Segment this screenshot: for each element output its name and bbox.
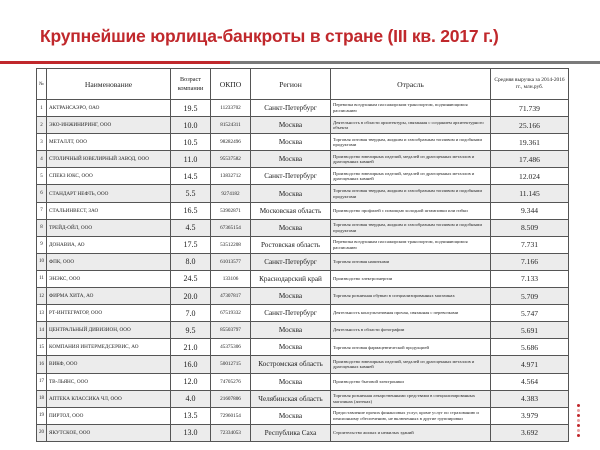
company-name-cell: ЯКУТСКОЕ, ООО (47, 424, 171, 441)
table-row (37, 134, 569, 151)
region-cell: Челябинская область (251, 390, 331, 407)
okpo-code-cell: 74705276 (211, 373, 251, 390)
table-header-row (37, 69, 569, 100)
okpo-code-cell: 85503797 (211, 322, 251, 339)
company-name-cell: АКТРАНСАЭРО, ОАО (47, 100, 171, 117)
okpo-code-cell: 72960154 (211, 407, 251, 424)
decorative-dots (573, 404, 583, 439)
avg-revenue-cell: 11.145 (491, 185, 569, 202)
header-name: Наименование (47, 69, 171, 100)
region-cell: Москва (251, 407, 331, 424)
company-name-cell: ТВ-ЛЬЯНС, ООО (47, 373, 171, 390)
company-name-cell: АПТЕКА КЛАССИКА ЧЛ, ООО (47, 390, 171, 407)
table-row (37, 202, 569, 219)
okpo-code-cell: 67365154 (211, 219, 251, 236)
dot-icon (577, 414, 580, 417)
okpo-code-cell: 61013577 (211, 253, 251, 270)
avg-revenue-cell: 8.509 (491, 219, 569, 236)
okpo-code-cell: 53902871 (211, 202, 251, 219)
table-row (37, 424, 569, 441)
dot-icon (577, 429, 580, 432)
header-industry: Отрасль (331, 69, 491, 100)
industry-cell: Строительство жилых и нежилых зданий (331, 424, 491, 441)
company-age-cell: 7.0 (171, 305, 211, 322)
company-age-cell: 14.5 (171, 168, 211, 185)
industry-cell: Производство электроэнергии (331, 270, 491, 287)
okpo-code-cell: 67519332 (211, 305, 251, 322)
region-cell: Санкт-Петербург (251, 100, 331, 117)
okpo-code-cell: 72334053 (211, 424, 251, 441)
company-age-cell: 17.5 (171, 236, 211, 253)
region-cell: Москва (251, 117, 331, 134)
avg-revenue-cell: 5.709 (491, 288, 569, 305)
region-cell: Москва (251, 219, 331, 236)
company-age-cell: 4.0 (171, 390, 211, 407)
okpo-code-cell: 50012715 (211, 356, 251, 373)
company-age-cell: 13.0 (171, 424, 211, 441)
page-title: Крупнейшие юрлица-банкроты в стране (III кв. 2017 г.) (40, 26, 499, 46)
avg-revenue-cell: 3.692 (491, 424, 569, 441)
table-row (37, 151, 569, 168)
table-body (37, 100, 569, 442)
row-num-cell: 16 (37, 356, 47, 373)
company-name-cell: ДОНАВИА, АО (47, 236, 171, 253)
row-num-cell: 11 (37, 270, 47, 287)
company-age-cell: 24.5 (171, 270, 211, 287)
industry-cell: Перевозка воздушным пассажирским транспортом, подчиняющимся расписанию (331, 100, 491, 117)
avg-revenue-cell: 5.686 (491, 339, 569, 356)
region-cell: Санкт-Петербург (251, 253, 331, 270)
industry-cell: Торговля оптовая твердым, жидким и газообразным топливом и подобными продуктами (331, 219, 491, 236)
company-name-cell: СТАЛЬИНВЕСТ, ЗАО (47, 202, 171, 219)
table-row (37, 219, 569, 236)
company-age-cell: 16.5 (171, 202, 211, 219)
industry-cell: Производство ювелирных изделий, медалей из драгоценных металлов и драгоценных камней (331, 356, 491, 373)
industry-cell: Торговля розничная обувью в специализированных магазинах (331, 288, 491, 305)
table-row (37, 168, 569, 185)
okpo-code-cell: 13832712 (211, 168, 251, 185)
table-row (37, 322, 569, 339)
okpo-code-cell: 133106 (211, 270, 251, 287)
region-cell: Краснодарский край (251, 270, 331, 287)
region-cell: Костромская область (251, 356, 331, 373)
region-cell: Москва (251, 185, 331, 202)
avg-revenue-cell: 5.691 (491, 322, 569, 339)
company-name-cell: ЦЕНТРАЛЬНЫЙ ДИВИЗИОН, ООО (47, 322, 171, 339)
industry-cell: Торговля оптовая напитками (331, 253, 491, 270)
region-cell: Санкт-Петербург (251, 305, 331, 322)
region-cell: Москва (251, 322, 331, 339)
industry-cell: Деятельность в области архитектуры, связанная с созданием архитектурного объекта (331, 117, 491, 134)
region-cell: Ростовская область (251, 236, 331, 253)
region-cell: Москва (251, 151, 331, 168)
table-row (37, 100, 569, 117)
dot-icon (577, 434, 580, 437)
company-age-cell: 10.5 (171, 134, 211, 151)
avg-revenue-cell: 5.747 (491, 305, 569, 322)
industry-cell: Торговля оптовая твердым, жидким и газообразным топливом и подобными продуктами (331, 134, 491, 151)
company-name-cell: ПИРТОЛ, ООО (47, 407, 171, 424)
company-name-cell: КОМПАНИЯ ИНТЕРМЕДСЕРВИС, АО (47, 339, 171, 356)
avg-revenue-cell: 7.133 (491, 270, 569, 287)
company-age-cell: 10.0 (171, 117, 211, 134)
row-num-cell: 19 (37, 407, 47, 424)
company-age-cell: 11.0 (171, 151, 211, 168)
industry-cell: Перевозка воздушным пассажирским транспортом, подчиняющимся расписанию (331, 236, 491, 253)
avg-revenue-cell: 71.739 (491, 100, 569, 117)
region-cell: Московская область (251, 202, 331, 219)
avg-revenue-cell: 9.344 (491, 202, 569, 219)
company-name-cell: РТ-ИНТЕГРАТОР, ООО (47, 305, 171, 322)
avg-revenue-cell: 4.971 (491, 356, 569, 373)
company-name-cell: ТРЕЙД-ОЙЛ, ООО (47, 219, 171, 236)
avg-revenue-cell: 7.731 (491, 236, 569, 253)
row-num-cell: 9 (37, 236, 47, 253)
underline-red (0, 61, 230, 64)
company-name-cell: СТАНДАРТ НЕФТЬ, ООО (47, 185, 171, 202)
okpo-code-cell: 53512208 (211, 236, 251, 253)
avg-revenue-cell: 4.383 (491, 390, 569, 407)
region-cell: Москва (251, 134, 331, 151)
row-num-cell: 6 (37, 185, 47, 202)
okpo-code-cell: 45375306 (211, 339, 251, 356)
industry-cell: Торговля оптовая фармацевтической продукцией (331, 339, 491, 356)
row-num-cell: 18 (37, 390, 47, 407)
row-num-cell: 4 (37, 151, 47, 168)
header-revenue: Средняя выручка за 2014-2016 гг., млн.руб. (491, 69, 569, 100)
industry-cell: Торговля розничная лекарственными средствами в специализированных магазинах (аптеках) (331, 390, 491, 407)
company-age-cell: 21.0 (171, 339, 211, 356)
region-cell: Санкт-Петербург (251, 168, 331, 185)
okpo-code-cell: 98282496 (211, 134, 251, 151)
company-name-cell: ВИКФ, ООО (47, 356, 171, 373)
company-name-cell: СТОЛИЧНЫЙ ЮВЕЛИРНЫЙ ЗАВОД, ООО (47, 151, 171, 168)
dot-icon (577, 419, 580, 422)
header-okpo: ОКПО (211, 69, 251, 100)
table-row (37, 185, 569, 202)
region-cell: Республика Саха (251, 424, 331, 441)
table-row (37, 253, 569, 270)
table-row (37, 339, 569, 356)
region-cell: Москва (251, 288, 331, 305)
company-name-cell: СПЕКЗ ЮКС, ООО (47, 168, 171, 185)
avg-revenue-cell: 3.979 (491, 407, 569, 424)
company-age-cell: 8.0 (171, 253, 211, 270)
table-row (37, 390, 569, 407)
row-num-cell: 7 (37, 202, 47, 219)
company-age-cell: 16.0 (171, 356, 211, 373)
row-num-cell: 14 (37, 322, 47, 339)
table-row (37, 407, 569, 424)
okpo-code-cell: 81524311 (211, 117, 251, 134)
table-row (37, 117, 569, 134)
header-region: Регион (251, 69, 331, 100)
header-age: Возраст компании (171, 69, 211, 100)
avg-revenue-cell: 25.166 (491, 117, 569, 134)
row-num-cell: 3 (37, 134, 47, 151)
row-num-cell: 15 (37, 339, 47, 356)
company-age-cell: 13.5 (171, 407, 211, 424)
company-name-cell: ФПК, ООО (47, 253, 171, 270)
company-name-cell: ЭКО-ИНЖИНИРИНГ, ООО (47, 117, 171, 134)
industry-cell: Производство ювелирных изделий, медалей из драгоценных металлов и драгоценных камней (331, 151, 491, 168)
dot-icon (577, 424, 580, 427)
industry-cell: Деятельность в области фотографии (331, 322, 491, 339)
row-num-cell: 5 (37, 168, 47, 185)
industry-cell: Торговля оптовая твердым, жидким и газообразным топливом и подобными продуктами (331, 185, 491, 202)
okpo-code-cell: 95537582 (211, 151, 251, 168)
avg-revenue-cell: 17.486 (491, 151, 569, 168)
industry-cell: Производство бытовой электроники (331, 373, 491, 390)
header-num: № (37, 69, 47, 100)
row-num-cell: 1 (37, 100, 47, 117)
okpo-code-cell: 21607806 (211, 390, 251, 407)
avg-revenue-cell: 4.564 (491, 373, 569, 390)
company-age-cell: 9.5 (171, 322, 211, 339)
avg-revenue-cell: 7.166 (491, 253, 569, 270)
avg-revenue-cell: 12.024 (491, 168, 569, 185)
industry-cell: Производство ювелирных изделий, медалей из драгоценных металлов и драгоценных камней (331, 168, 491, 185)
row-num-cell: 2 (37, 117, 47, 134)
row-num-cell: 20 (37, 424, 47, 441)
company-name-cell: МЕТАЛЛТ, ООО (47, 134, 171, 151)
table-row (37, 373, 569, 390)
industry-cell: Деятельность консультативная прочая, связанная с перевозками (331, 305, 491, 322)
company-name-cell: ЭНЭКС, ООО (47, 270, 171, 287)
bankrupts-table (36, 68, 569, 442)
row-num-cell: 12 (37, 288, 47, 305)
company-age-cell: 4.5 (171, 219, 211, 236)
row-num-cell: 13 (37, 305, 47, 322)
okpo-code-cell: 11233702 (211, 100, 251, 117)
title-underline (0, 60, 600, 65)
company-age-cell: 19.5 (171, 100, 211, 117)
row-num-cell: 17 (37, 373, 47, 390)
dot-icon (577, 409, 580, 412)
table-row (37, 305, 569, 322)
row-num-cell: 10 (37, 253, 47, 270)
company-age-cell: 20.0 (171, 288, 211, 305)
okpo-code-cell: 47307817 (211, 288, 251, 305)
region-cell: Москва (251, 339, 331, 356)
company-name-cell: ФИРМА ХИТА, АО (47, 288, 171, 305)
company-age-cell: 12.0 (171, 373, 211, 390)
okpo-code-cell: 9274182 (211, 185, 251, 202)
row-num-cell: 8 (37, 219, 47, 236)
avg-revenue-cell: 19.361 (491, 134, 569, 151)
industry-cell: Производство профилей с помощью холодной штамповки или гибки (331, 202, 491, 219)
table-row (37, 288, 569, 305)
table-row (37, 236, 569, 253)
industry-cell: Предоставление прочих финансовых услуг, кроме услуг по страхованию и пенсионному обеспечению, не включенных в другие группировки (331, 407, 491, 424)
dot-icon (577, 404, 580, 407)
company-age-cell: 5.5 (171, 185, 211, 202)
region-cell: Москва (251, 373, 331, 390)
table-row (37, 356, 569, 373)
table-row (37, 270, 569, 287)
